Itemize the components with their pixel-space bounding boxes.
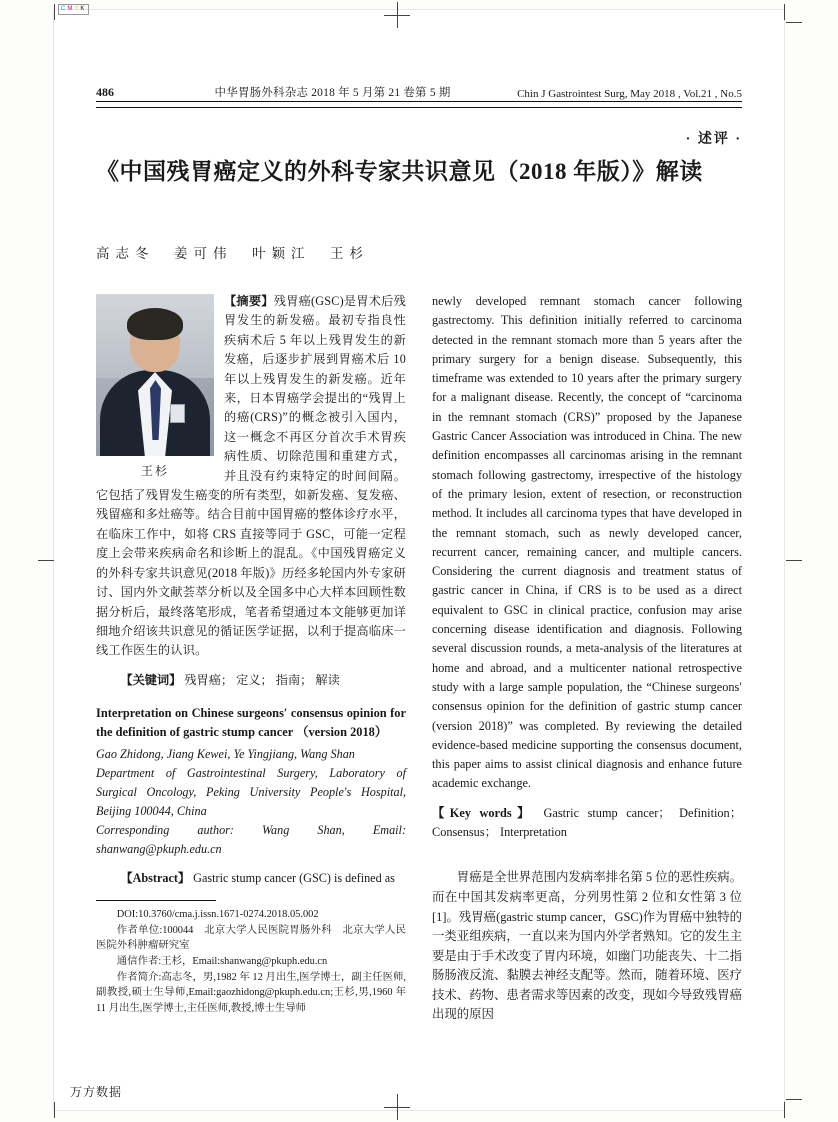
keywords-en xyxy=(432,804,742,843)
crop-mark-tr-h xyxy=(786,22,802,23)
abstract-cn-label: 【摘要】 xyxy=(224,294,274,308)
header-rule xyxy=(96,101,742,102)
english-title: Interpretation on Chinese surgeons′ consensus opinion for the definition of gastric stump cancer （version 2018） xyxy=(96,706,406,740)
photo-hair xyxy=(127,308,183,340)
crop-mark-left-mid xyxy=(38,560,54,561)
footnote-corresponding: 通信作者:王杉，Email:shanwang@pkuph.edu.cn xyxy=(116,955,328,967)
english-authors: Gao Zhidong, Jiang Kewei, Ye Yingjiang, Wang Shan xyxy=(96,747,355,762)
crop-mark-bl-v xyxy=(54,1102,55,1118)
crop-mark-tl-v xyxy=(54,4,55,20)
running-head xyxy=(96,84,742,100)
column-right xyxy=(432,292,742,1025)
english-abstract-start xyxy=(96,869,406,888)
footnote-affiliation: 作者单位:100044 北京大学人民医院胃肠外科 北京大学人民医院外科肿瘤研究室 xyxy=(96,924,406,952)
cmyk-color-bar: CMYK xyxy=(58,4,89,15)
crop-mark-br-v xyxy=(784,1102,785,1118)
header-rule-second xyxy=(96,107,742,108)
journal-title-en: Chin J Gastrointest Surg, May 2018 , Vol.21 , No.5 xyxy=(517,88,742,100)
registration-mark-bottom xyxy=(384,1094,410,1120)
photo-name-badge xyxy=(170,404,185,423)
english-abstract-label: 【Abstract】 xyxy=(120,871,191,886)
section-label: · 述评 · xyxy=(685,132,742,147)
footnote-rule xyxy=(96,900,216,901)
crop-mark-right-mid xyxy=(786,560,802,561)
page-title: 《中国残胃癌定义的外科专家共识意见（2018 年版）》解读 xyxy=(96,159,703,184)
keywords-cn-label: 【关键词】 xyxy=(120,672,182,687)
crop-mark-br-h xyxy=(786,1099,802,1100)
footnote-block xyxy=(96,907,406,1016)
keywords-cn xyxy=(96,671,406,690)
page-number: 486 xyxy=(96,85,114,99)
journal-title-cn: 中华胃肠外科杂志 2018 年 5 月第 21 卷第 5 期 xyxy=(214,87,451,99)
english-corresponding-author: Corresponding author: Wang Shan, Email: shanwang@pkuph.edu.cn xyxy=(96,823,406,857)
keywords-cn-text: 残胃癌； 定义； 指南； 解读 xyxy=(184,672,340,687)
english-affiliation: Department of Gastrointestinal Surgery, Laboratory of Surgical Oncology, Peking University People′s Hospital, Beijing 100044, China xyxy=(96,766,406,819)
english-abstract-first-line: Gastric stump cancer (GSC) is defined as xyxy=(193,871,395,886)
column-left xyxy=(96,292,406,1016)
crop-mark-tr-v xyxy=(784,4,785,20)
watermark-wanfang: 万方数据 xyxy=(70,1085,123,1099)
footnote-doi: DOI:10.3760/cma.j.issn.1671-0274.2018.05.002 xyxy=(116,909,319,921)
photo-caption: 王杉 xyxy=(140,464,169,478)
main-body-cn: 胃癌是全世界范围内发病率排名第 5 位的恶性疾病。而在中国其发病率更高，分列男性第 2 位和女性第 3 位[1]。残胃癌(gastric stump cancer，GSC)作为胃癌中独特的一类亚组疾病，一直以来为国内外学者熟知。它的发生主要是由于手术改变了胃内环境，如幽门功能丧失、十二指肠肠液反流、黏膜去神经支配等。然而，随着环境、医疗技术、药物、患者需求等因素的改变，现如今导致残胃癌出现的原因 xyxy=(432,870,742,1022)
keywords-en-label: 【Key words】 xyxy=(432,805,535,820)
english-abstract-rest: newly developed remnant stomach cancer following gastrectomy. This definition initially referred to carcinoma detected in the remnant stomach more than 5 years after the primary surgery for a benign disease. Subsequently, this timeframe was extended to 10 years after the primary surgery for a malignant disease. Recently, the concept of “carcinoma in the remnant stomach (CRS)” proposed by the Japanese Gastric Cancer Association was introduced in China. The new definition encompasses all carcinomas arising in the remnant stomach following gastrectomy, irrespective of the histology of the primary lesion, extent of resection, or reconstruction method. It includes all carcinoma types that have developed in the remnant stomach, such as newly developed cancer, recurrent cancer, remaining cancer, and multiple cancers. Considering the current diagnosis and treatment status of gastric cancer in China, if CRS is to be used as a direct equivalent to GSC in clinical practice, confusion may arise concerning disease identification and diagnosis. Following several discussion rounds, a meta-analysis of the literatures at home and abroad, and a multicenter national retrospective study with a large sample population, the “Chinese surgeons′ consensus opinion for the definition of gastric stump cancer (version 2018)” was completed. By reviewing the detailed evidence-based medicine supporting the consensus document, this paper aims to assist clinical diagnosis and enhance future academic exchange. xyxy=(432,294,742,791)
keywords-en-text: Gastric stump cancer； Definition； Consensus； Interpretation xyxy=(432,805,743,840)
abstract-cn-text: 残胃癌(GSC)是胃术后残胃发生的新发癌。最初专指良性疾病术后 5 年以上残胃发生的新发癌，后逐步扩展到胃癌术后 10 年以上残胃发生的新发癌。近年来，日本胃癌学会提出的“残胃上的癌(CRS)”的概念被引入国内，这一概念不再区分首次手术胃疾病性质、切除范围和重建方式，并且没有约束特定的时间间隔。它包括了残胃发生癌变的所有类型，如新发癌、复发癌、残留癌和多灶癌等。结合目前中国胃癌的整体诊疗水平，在临床工作中，如将 CRS 直接等同于 GSC，可能一定程度上会带来疾病命名和诊断上的混乱。《中国残胃癌定义的外科专家共识意见(2018 年版)》历经多轮国内外专家研讨、国内外文献荟萃分析以及全国多中心大样本回顾性数据分析后，最终落笔形成，笔者希望通过本文能够更加详细地介绍该共识意见的循证医学证据，以利于提高临床一线工作医生的认识。 xyxy=(96,294,406,658)
footnote-bio: 作者简介:高志冬，男,1982 年 12 月出生,医学博士，副主任医师,副教授,硕士生导师,Email:gaozhidong@pkuph.edu.cn;王杉,男,1960 年 11 月出生,医学博士,主任医师,教授,博士生导师 xyxy=(96,971,406,1014)
author-portrait-block xyxy=(96,294,214,479)
author-photo xyxy=(96,294,214,456)
author-list-cn: 高志冬 姜可伟 叶颖江 王杉 xyxy=(96,246,369,261)
english-abstract-body xyxy=(432,292,742,794)
registration-mark-top xyxy=(384,2,410,28)
